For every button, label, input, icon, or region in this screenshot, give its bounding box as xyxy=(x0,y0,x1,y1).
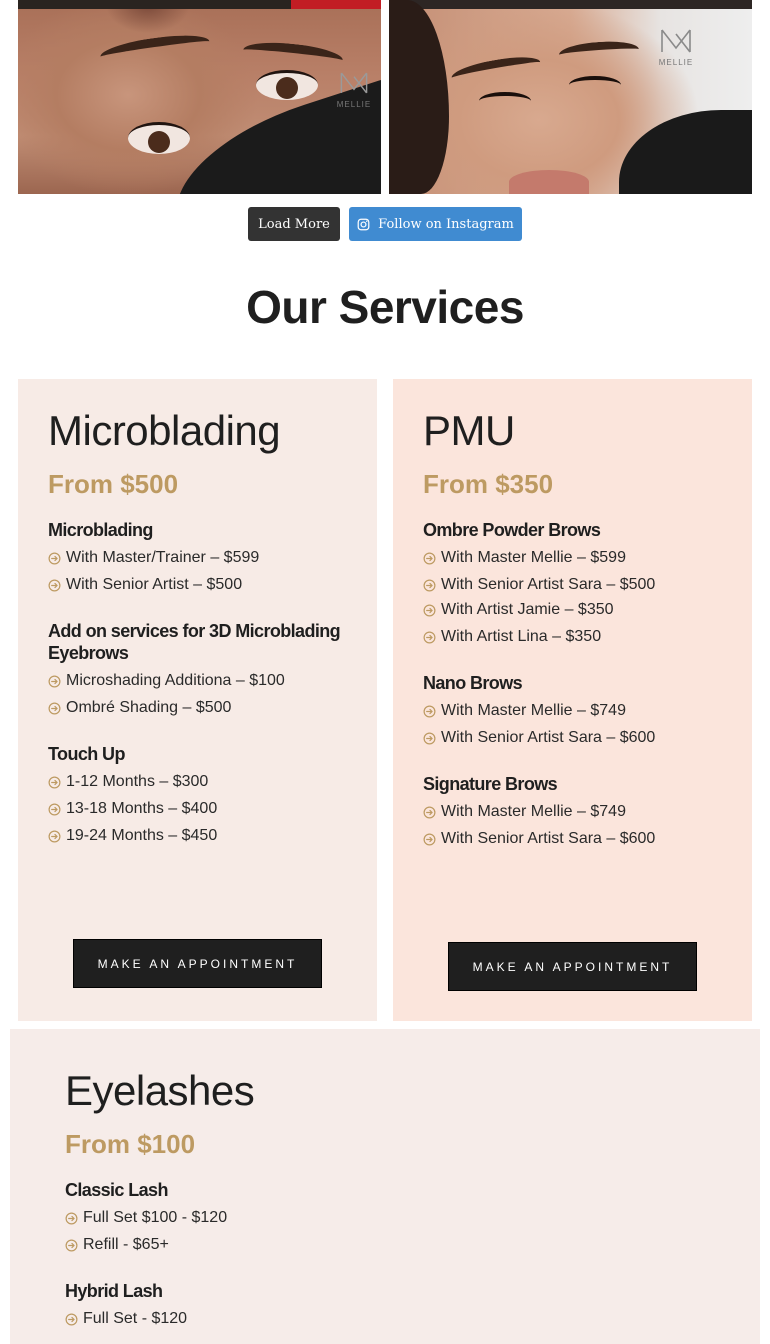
follow-on-instagram-button[interactable] xyxy=(349,207,522,241)
list-item: With Senior Artist Sara – $600 xyxy=(423,830,655,848)
list-item: With Senior Artist Sara – $500 xyxy=(423,576,655,594)
arrow-circle-icon xyxy=(48,675,61,688)
list-item: 19-24 Months – $450 xyxy=(48,827,217,845)
arrow-circle-icon xyxy=(48,552,61,565)
service-card-eyelashes xyxy=(10,1029,760,1344)
list-item: With Master/Trainer – $599 xyxy=(48,549,259,567)
list-item: With Master Mellie – $749 xyxy=(423,702,626,720)
arrow-circle-icon xyxy=(48,702,61,715)
instagram-photo-2[interactable] xyxy=(389,0,752,194)
list-item: Refill - $65+ xyxy=(65,1236,169,1254)
make-appointment-button[interactable]: MAKE AN APPOINTMENT xyxy=(73,939,322,988)
group-title: Add on services for 3D Microblading Eyebrows xyxy=(48,621,341,663)
arrow-circle-icon xyxy=(423,604,436,617)
instagram-photo-1[interactable] xyxy=(18,0,381,194)
list-item: With Senior Artist – $500 xyxy=(48,576,242,594)
card-title: PMU xyxy=(423,407,515,454)
list-item: With Master Mellie – $749 xyxy=(423,803,626,821)
load-more-label: Load More xyxy=(258,216,330,232)
list-item: Microshading Additiona – $100 xyxy=(48,672,285,690)
make-appointment-button[interactable]: MAKE AN APPOINTMENT xyxy=(448,942,697,991)
list-item: With Artist Jamie – $350 xyxy=(423,601,614,619)
list-item: Full Set $100 - $120 xyxy=(65,1209,227,1227)
list-item: Full Set - $120 xyxy=(65,1310,187,1328)
arrow-circle-icon xyxy=(65,1239,78,1252)
arrow-circle-icon xyxy=(48,579,61,592)
mellie-logo: MELLIE xyxy=(336,68,372,108)
group-title: Classic Lash xyxy=(65,1180,168,1200)
arrow-circle-icon xyxy=(423,705,436,718)
group-title: Microblading xyxy=(48,520,153,540)
services-heading: Our Services xyxy=(246,281,524,333)
load-more-button[interactable] xyxy=(248,207,340,241)
arrow-circle-icon xyxy=(65,1212,78,1225)
list-item: Ombré Shading – $500 xyxy=(48,699,231,717)
service-card-microblading xyxy=(18,379,377,1021)
list-item: 13-18 Months – $400 xyxy=(48,800,217,818)
card-price: From $100 xyxy=(65,1129,196,1159)
arrow-circle-icon xyxy=(423,552,436,565)
arrow-circle-icon xyxy=(423,732,436,745)
card-price: From $500 xyxy=(48,469,179,499)
arrow-circle-icon xyxy=(423,833,436,846)
list-item: With Master Mellie – $599 xyxy=(423,549,626,567)
group-title: Touch Up xyxy=(48,744,125,764)
instagram-icon xyxy=(357,218,370,231)
card-title: Microblading xyxy=(48,407,281,454)
group-title: Ombre Powder Brows xyxy=(423,520,601,540)
follow-label: Follow on Instagram xyxy=(378,216,514,232)
list-item: 1-12 Months – $300 xyxy=(48,773,208,791)
arrow-circle-icon xyxy=(48,776,61,789)
arrow-circle-icon xyxy=(65,1313,78,1326)
service-card-pmu xyxy=(393,379,752,1021)
list-item: With Artist Lina – $350 xyxy=(423,628,601,646)
card-title: Eyelashes xyxy=(65,1067,255,1114)
arrow-circle-icon xyxy=(423,631,436,644)
card-price: From $350 xyxy=(423,469,554,499)
arrow-circle-icon xyxy=(423,806,436,819)
list-item: With Senior Artist Sara – $600 xyxy=(423,729,655,747)
group-title: Nano Brows xyxy=(423,673,523,693)
group-title: Hybrid Lash xyxy=(65,1281,163,1301)
arrow-circle-icon xyxy=(423,579,436,592)
arrow-circle-icon xyxy=(48,830,61,843)
arrow-circle-icon xyxy=(48,803,61,816)
group-title: Signature Brows xyxy=(423,774,558,794)
mellie-logo: MELLIE xyxy=(651,26,701,78)
